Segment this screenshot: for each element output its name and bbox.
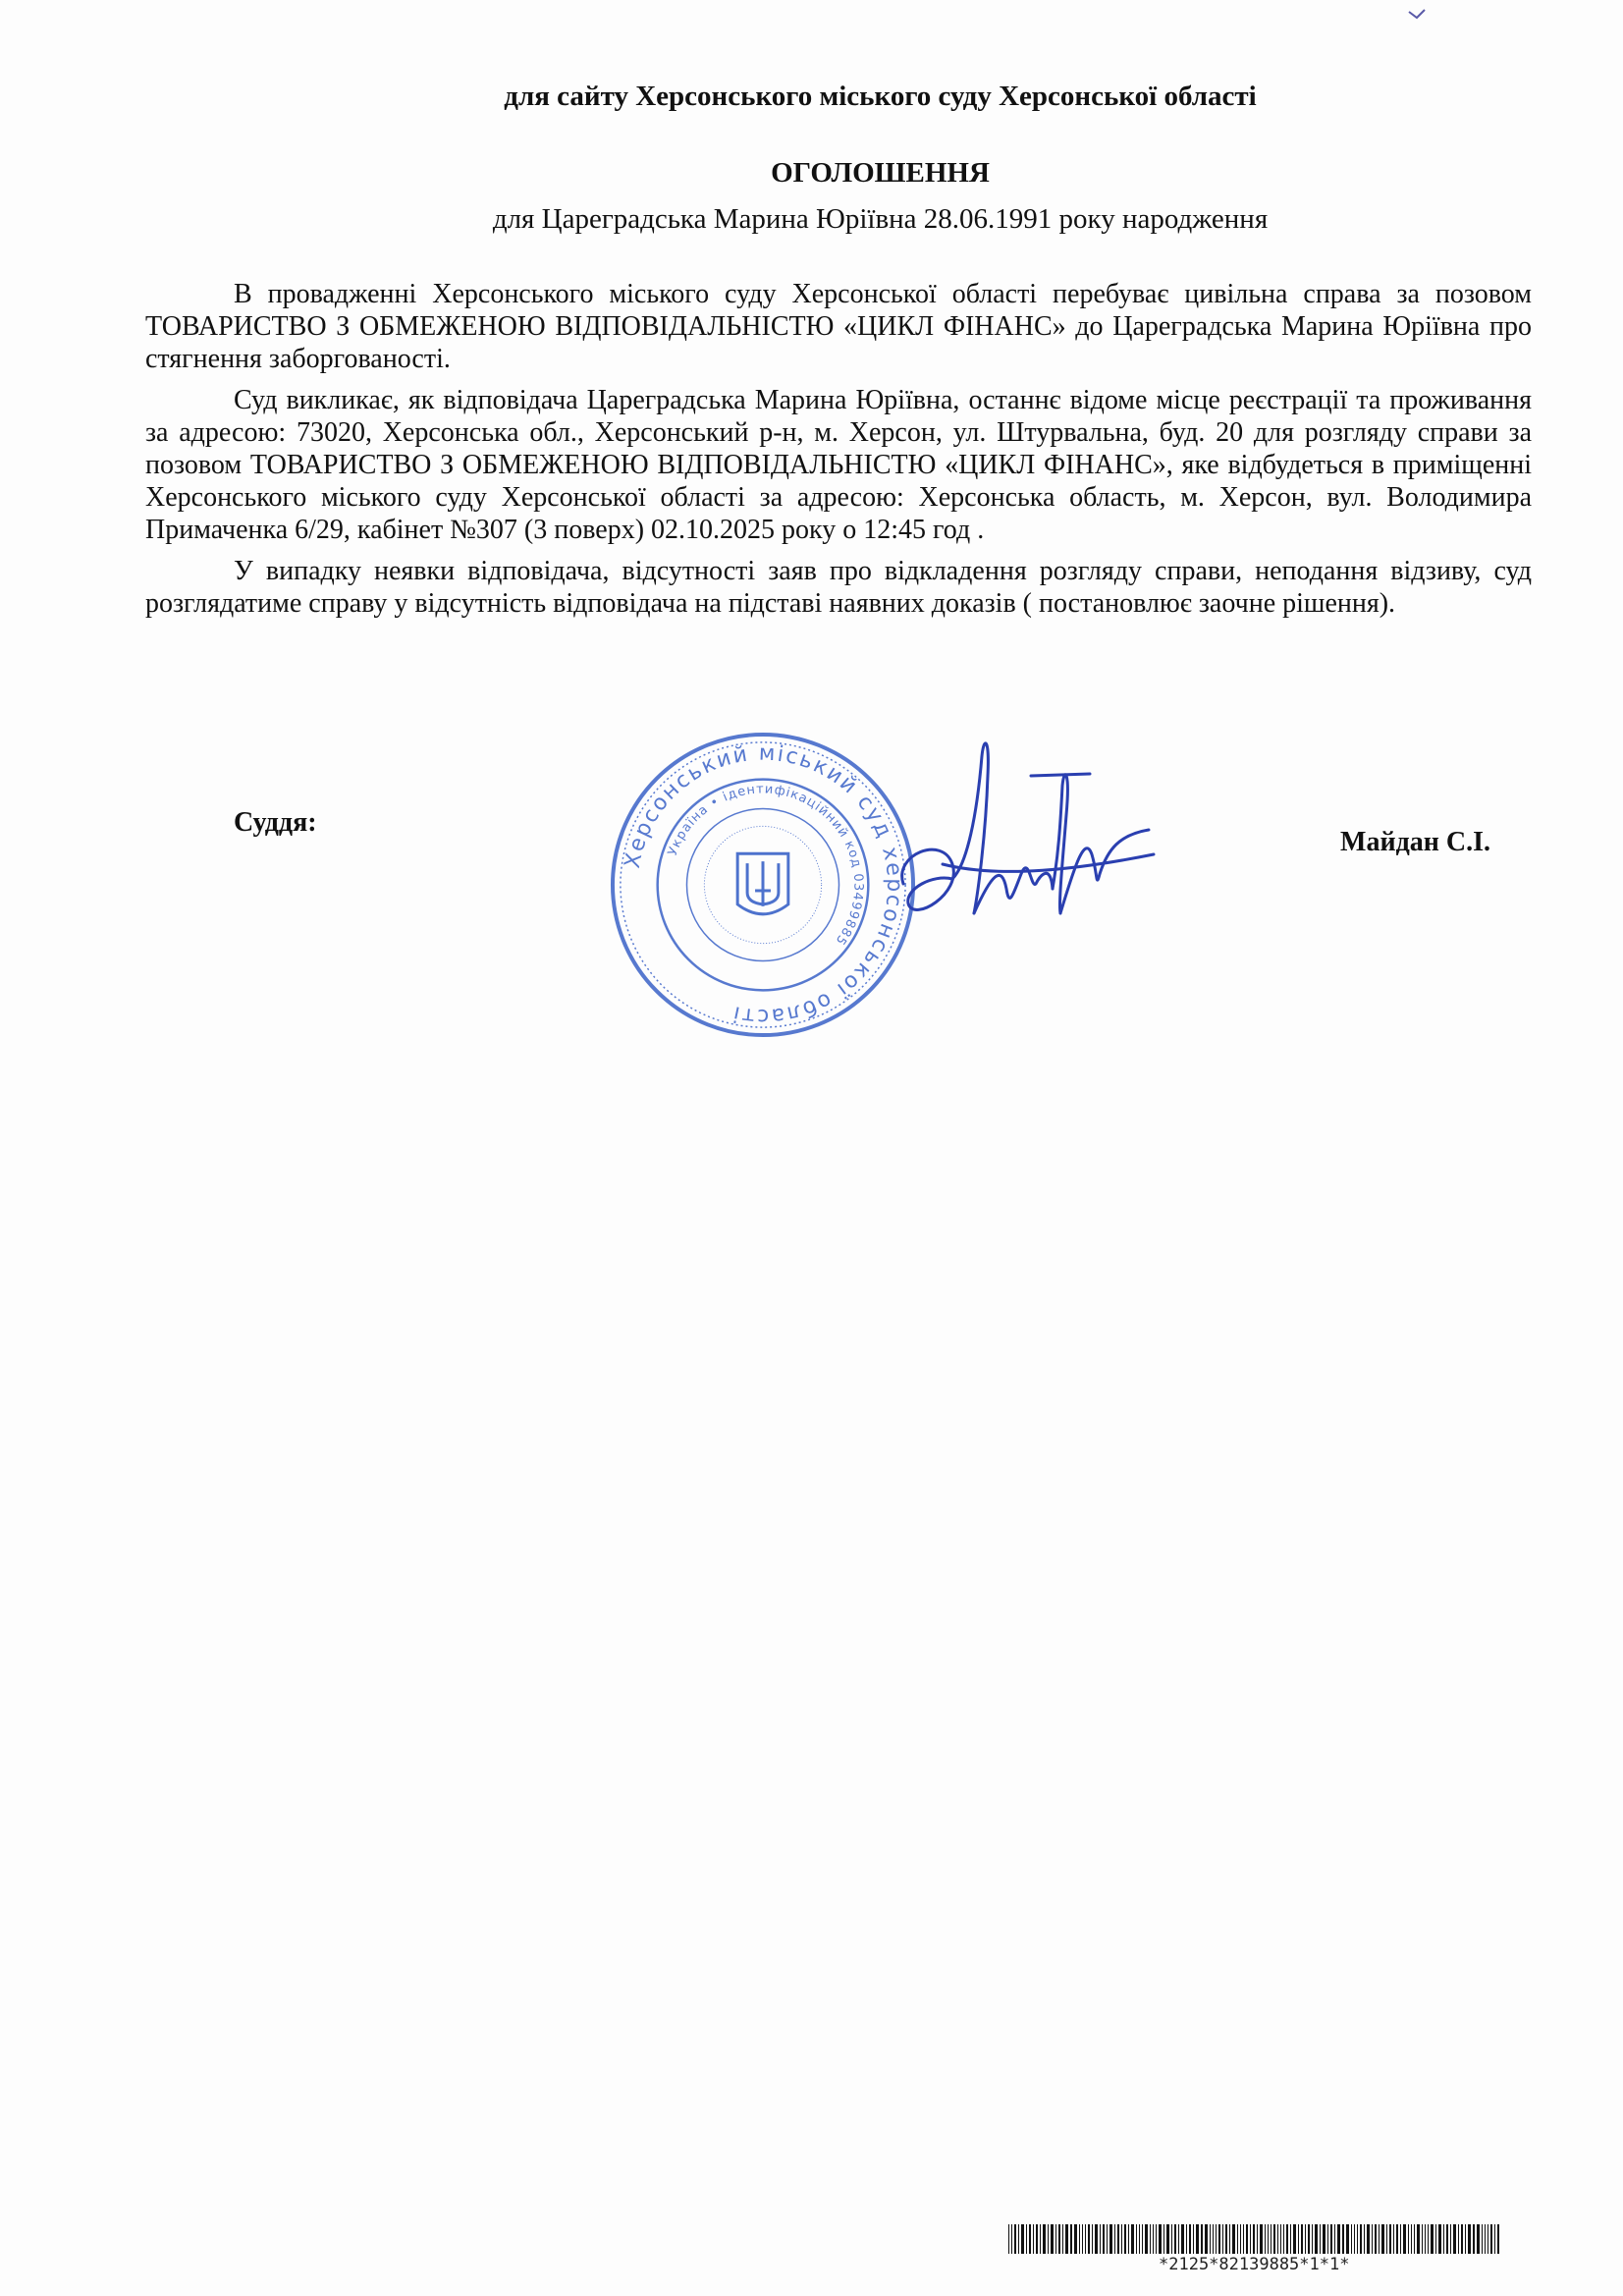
barcode-bar [1367,2224,1370,2254]
barcode-bar [1443,2224,1444,2254]
barcode-bar [1128,2224,1129,2254]
barcode-bar [1482,2224,1483,2254]
barcode-bar [1293,2224,1296,2254]
barcode-bar [1334,2224,1335,2254]
barcode-bar [1033,2224,1034,2254]
barcode-bar [1438,2224,1441,2254]
barcode-bar [1425,2224,1426,2254]
paragraph-default-notice: У випадку неявки відповідача, відсутності заяв про відкладення розгляду справи, неподання відзиву, суд розглядатиме справу у відсутність відповідача на підставі наявних доказів ( постановлює заочне рішення). [145,556,1532,619]
barcode-bar [1043,2224,1046,2254]
barcode-bar [1485,2224,1486,2254]
document-subtitle: для Цареградська Марина Юріївна 28.06.1991 року народження [492,203,1269,235]
barcode-bar [1265,2224,1266,2254]
svg-text:Херсонський міський суд херсон: Херсонський міський суд херсонської області [620,740,907,1029]
barcode-bar [1283,2224,1284,2254]
barcode-bar [1225,2224,1227,2254]
barcode-bar [1290,2224,1291,2254]
barcode-bar [1428,2224,1429,2254]
barcode-bar [1107,2224,1108,2254]
barcode-bar [1029,2224,1031,2254]
barcode-bar [1393,2224,1394,2254]
barcode-bar [1351,2224,1352,2254]
barcode-bar [1342,2224,1344,2254]
barcode-bar [1327,2224,1328,2254]
barcode-bar [1210,2224,1211,2254]
barcode-bar [1246,2224,1248,2254]
court-stamp-seal [607,729,919,1041]
barcode-bar [1008,2224,1009,2254]
barcode-bar [1330,2224,1332,2254]
barcode-bar [1320,2224,1321,2254]
barcode-bar [1136,2224,1137,2254]
barcode-bar [1286,2224,1288,2254]
barcode-bar [1095,2224,1098,2254]
svg-text:Україна • ідентифікаційний код: Україна • ідентифікаційний код 03499885 [665,782,866,949]
barcode-bar [1473,2224,1475,2254]
barcode-bar [1494,2224,1495,2254]
barcode-bar [1337,2224,1340,2254]
barcode-bar [1196,2224,1199,2254]
signature-row [234,807,1490,857]
barcode-bar [1435,2224,1436,2254]
barcode-bar [1277,2224,1278,2254]
barcode-bar [1011,2224,1012,2254]
barcode-bar [1201,2224,1203,2254]
barcode-bar [1082,2224,1083,2254]
barcode-bar [1103,2224,1105,2254]
barcode-bar [1354,2224,1355,2254]
barcode [1008,2224,1507,2254]
barcode-bar [1048,2224,1049,2254]
barcode-bar [1117,2224,1119,2254]
barcode-bar [1237,2224,1238,2254]
judge-handwritten-signature [884,717,1168,1002]
barcode-bar [1216,2224,1217,2254]
barcode-bar [1171,2224,1172,2254]
barcode-bar [1131,2224,1134,2254]
barcode-bar [1323,2224,1325,2254]
barcode-bar [1018,2224,1019,2254]
barcode-bar [1100,2224,1101,2254]
barcode-bar [1205,2224,1208,2254]
barcode-bar [1315,2224,1318,2254]
barcode-bar [1051,2224,1054,2254]
barcode-bar [1055,2224,1056,2254]
judge-name: Майдан С.І. [1340,827,1490,857]
barcode-bar [1379,2224,1380,2254]
barcode-bar [1145,2224,1148,2254]
barcode-bar [1092,2224,1093,2254]
barcode-bar [1186,2224,1187,2254]
barcode-bar [1253,2224,1255,2254]
barcode-bar [1085,2224,1086,2254]
barcode-bar [1458,2224,1459,2254]
barcode-bar [1159,2224,1162,2254]
barcode-bar [1142,2224,1143,2254]
barcode-bar [1150,2224,1151,2254]
barcode-bar [1305,2224,1306,2254]
scan-mark-icon [1407,8,1427,20]
barcode-bar [1461,2224,1463,2254]
barcode-bar [1280,2224,1281,2254]
paragraph-case-info: В провадженні Херсонського міського суду Херсонської області перебуває цивільна справа за позовом ТОВАРИСТВО З ОБМЕЖЕНОЮ ВІДПОВІДАЛЬНІСТЮ «ЦИКЛ ФІНАНС» до Цареградська Марина Юріївна про стягнення заборгованості. [145,279,1532,374]
barcode-bar [1257,2224,1258,2254]
site-line: для сайту Херсонського міського суду Херсонської області [504,81,1257,112]
barcode-bar [1189,2224,1191,2254]
barcode-bar [1139,2224,1140,2254]
barcode-bar [1232,2224,1235,2254]
barcode-bar [1026,2224,1027,2254]
barcode-bar [1490,2224,1492,2254]
barcode-bar [1218,2224,1220,2254]
barcode-bar [1260,2224,1263,2254]
barcode-bar [1250,2224,1251,2254]
barcode-bar [1403,2224,1406,2254]
barcode-bar [1312,2224,1313,2254]
barcode-bar [1381,2224,1384,2254]
barcode-bar [1062,2224,1063,2254]
barcode-bar [1114,2224,1115,2254]
barcode-bar [1465,2224,1466,2254]
barcode-bar [1088,2224,1090,2254]
barcode-bar [1422,2224,1423,2254]
barcode-bar [1058,2224,1060,2254]
barcode-bar [1400,2224,1401,2254]
barcode-bar [1070,2224,1072,2254]
barcode-bar [1375,2224,1377,2254]
barcode-bar [1079,2224,1080,2254]
barcode-bar [1453,2224,1456,2254]
barcode-bar [1301,2224,1303,2254]
barcode-bar [1372,2224,1373,2254]
barcode-bar [1268,2224,1269,2254]
barcode-bar [1417,2224,1420,2254]
barcode-bar [1193,2224,1194,2254]
barcode-bar [1497,2224,1499,2254]
barcode-bar [1153,2224,1154,2254]
barcode-bar [1178,2224,1179,2254]
barcode-bar [1468,2224,1471,2254]
barcode-bar [1477,2224,1480,2254]
barcode-bar [1364,2224,1365,2254]
barcode-bar [1273,2224,1275,2254]
barcode-bar [1065,2224,1068,2254]
barcode-bar [1446,2224,1448,2254]
barcode-bar [1124,2224,1126,2254]
barcode-bar [1222,2224,1223,2254]
barcode-bar [1163,2224,1164,2254]
barcode-bar [1386,2224,1387,2254]
barcode-bar [1414,2224,1415,2254]
barcode-bar [1346,2224,1349,2254]
barcode-bar [1389,2224,1391,2254]
barcode-bar [1121,2224,1122,2254]
barcode-bar [1174,2224,1176,2254]
barcode-bar [1109,2224,1112,2254]
barcode-bar [1181,2224,1184,2254]
barcode-bar [1213,2224,1214,2254]
barcode-bar [1036,2224,1038,2254]
barcode-bar [1240,2224,1241,2254]
announcement-body [145,278,1532,629]
barcode-bar [1040,2224,1041,2254]
document-title: ОГОЛОШЕННЯ [771,157,990,189]
barcode-number: *2125*82139885*1*1* [1159,2255,1350,2274]
barcode-bar [1156,2224,1157,2254]
barcode-bar [1411,2224,1412,2254]
barcode-bar [1450,2224,1451,2254]
paragraph-summons: Суд викликає, як відповідача Цареградська Марина Юріївна, останнє відоме місце реєстрації та проживання за адресою: 73020, Херсонська обл., Херсонський р-н, м. Херсон, ул. Штурвальна, буд. 20 для розгляду справи за позовом ТОВАРИСТВО З ОБМЕЖЕНОЮ ВІДПОВІДАЛЬНІСТЮ «ЦИКЛ ФІНАНС», яке відбудеться в приміщенні Херсонського міського суду Херсонської області за адресою: Херсонська область, м. Херсон, вул. Володимира Примаченка 6/29, кабінет №307 (3 поверх) 02.10.2025 року о 12:45 год . [145,385,1532,545]
barcode-bar [1229,2224,1230,2254]
barcode-bar [1166,2224,1169,2254]
barcode-bar [1360,2224,1362,2254]
judge-label: Суддя: [234,807,317,838]
barcode-bar [1357,2224,1358,2254]
barcode-bar [1431,2224,1434,2254]
barcode-bar [1408,2224,1409,2254]
barcode-bar [1298,2224,1299,2254]
barcode-bar [1074,2224,1077,2254]
barcode-bar [1243,2224,1244,2254]
barcode-bar [1014,2224,1016,2254]
barcode-bar [1308,2224,1310,2254]
barcode-bar [1021,2224,1024,2254]
barcode-bar [1396,2224,1398,2254]
